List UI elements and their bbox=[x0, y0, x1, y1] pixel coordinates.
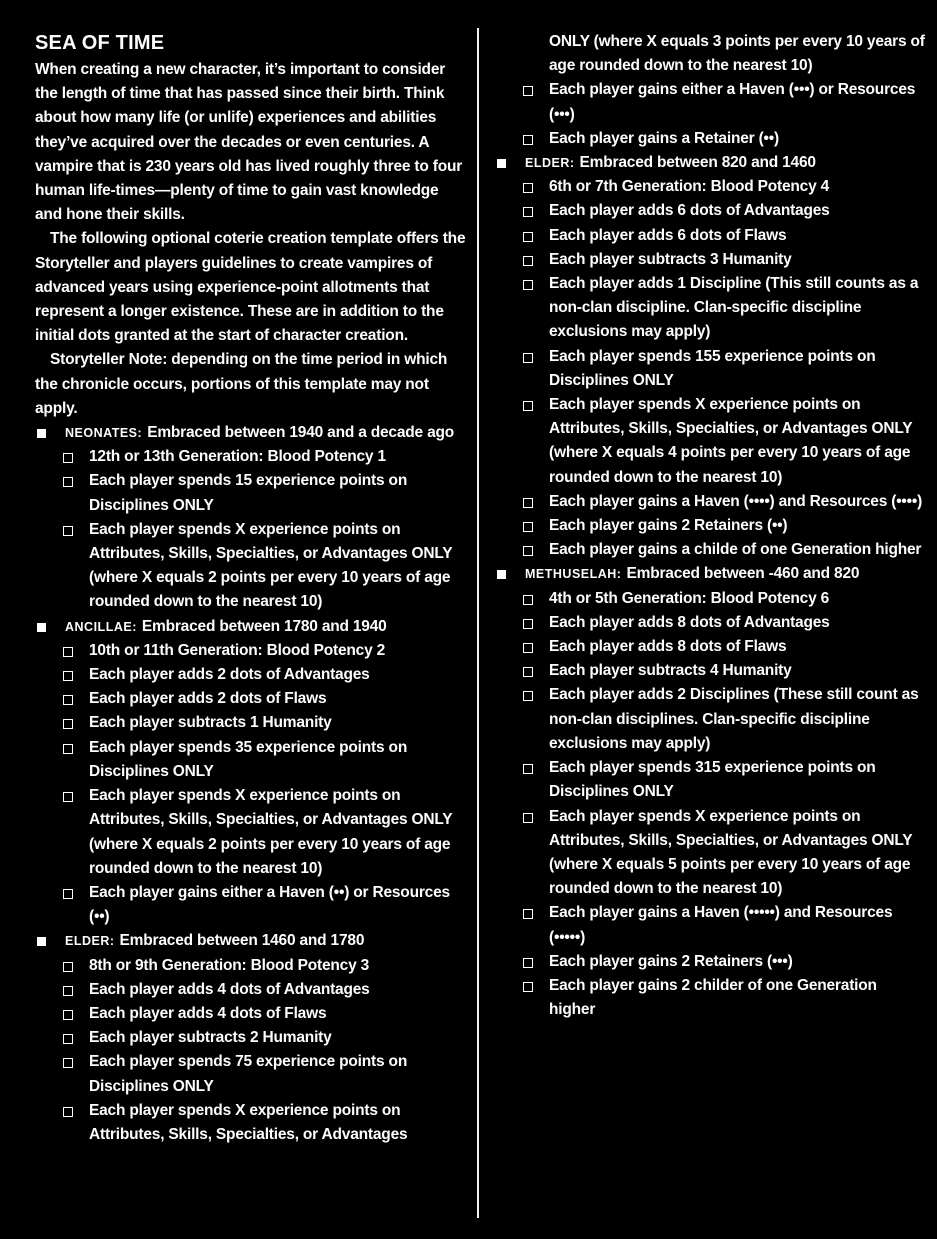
open-square-bullet bbox=[523, 498, 533, 508]
rule-item-text: Each player gains a Haven (•••••) and Resources (•••••) bbox=[549, 904, 893, 946]
open-square-bullet bbox=[523, 207, 533, 217]
rule-item bbox=[35, 1002, 469, 1026]
open-square-bullet bbox=[523, 958, 533, 968]
open-square-bullet bbox=[523, 982, 533, 992]
rule-item-text: Each player adds 4 dots of Advantages bbox=[89, 980, 370, 998]
intro-paragraph: When creating a new character, it’s important to consider the length of time that has passed since their birth. Think about how many life (or unlife) experiences and abilities they’ve acquired over the decades or even centuries. A vampire that is 230 years old has lived roughly three to four human life-times—plenty of time to gain vast knowledge and hone their skills. bbox=[35, 61, 463, 224]
rule-item-text: ONLY (where X equals 3 points per every 10 years of age rounded down to the nearest 10) bbox=[549, 33, 925, 75]
rule-item bbox=[35, 978, 469, 1002]
age-category-label: ELDER: bbox=[525, 156, 575, 171]
rule-item-text: Each player gains a Retainer (••) bbox=[549, 129, 779, 147]
filled-square-bullet bbox=[37, 429, 46, 438]
rule-item-text: Each player gains either a Haven (••) or Resources (••) bbox=[89, 883, 450, 926]
rule-item-text: Each player subtracts 2 Humanity bbox=[89, 1029, 332, 1047]
rule-item-text: Each player subtracts 3 Humanity bbox=[549, 250, 792, 268]
rule-item-text: Each player spends 15 experience points on Disciplines ONLY bbox=[89, 472, 408, 514]
rule-item-text: Each player gains 2 Retainers (••) bbox=[549, 517, 788, 535]
rule-item-text: Each player adds 2 dots of Flaws bbox=[89, 690, 327, 708]
rule-item-text: Each player spends X experience points on Attributes, Skills, Specialties, or Advantages bbox=[89, 1101, 408, 1143]
filled-square-bullet bbox=[497, 159, 506, 168]
rule-item-text: Each player adds 8 dots of Advantages bbox=[549, 613, 830, 631]
age-category-label: METHUSELAH: bbox=[525, 567, 622, 582]
open-square-bullet bbox=[63, 647, 73, 657]
left-column bbox=[35, 30, 469, 1147]
rule-item-text: Each player adds 8 dots of Flaws bbox=[549, 638, 787, 656]
open-square-bullet bbox=[523, 546, 533, 556]
open-square-bullet bbox=[63, 1010, 73, 1020]
rule-item bbox=[495, 248, 927, 272]
open-square-bullet bbox=[523, 667, 533, 677]
rule-item-text: 10th or 11th Generation: Blood Potency 2 bbox=[89, 641, 386, 659]
rule-item-text: Each player spends X experience points on Attributes, Skills, Specialties, or Advantages ONLY (where X equals 4 points per every 10 years of age rounded down to the nearest 10) bbox=[549, 396, 913, 486]
open-square-bullet bbox=[63, 792, 73, 802]
rule-item-text: Each player gains either a Haven (•••) or Resources (•••) bbox=[549, 81, 916, 123]
rule-item bbox=[35, 1050, 469, 1098]
rule-item bbox=[495, 514, 927, 538]
rule-item bbox=[35, 445, 469, 469]
open-square-bullet bbox=[63, 453, 73, 463]
age-category-text: Embraced between 1940 and a decade ago bbox=[147, 424, 455, 442]
age-category-item bbox=[495, 151, 927, 175]
filled-square-bullet bbox=[37, 623, 46, 632]
age-category-text: Embraced between -460 and 820 bbox=[626, 565, 860, 583]
rule-item-text: Each player adds 4 dots of Flaws bbox=[89, 1004, 327, 1022]
rule-item bbox=[495, 683, 927, 756]
rule-item-text: 4th or 5th Generation: Blood Potency 6 bbox=[549, 589, 830, 607]
rule-item-text: Each player spends X experience points on Attributes, Skills, Specialties, or Advantages ONLY (where X equals 2 points per every 10 years of age rounded down to the nearest 10) bbox=[89, 787, 453, 877]
open-square-bullet bbox=[523, 691, 533, 701]
open-square-bullet bbox=[523, 813, 533, 823]
open-square-bullet bbox=[523, 353, 533, 363]
open-square-bullet bbox=[523, 183, 533, 193]
rule-item bbox=[495, 587, 927, 611]
rule-item bbox=[35, 784, 469, 881]
rule-item bbox=[35, 1026, 469, 1050]
rule-item bbox=[495, 538, 927, 562]
open-square-bullet bbox=[523, 595, 533, 605]
open-square-bullet bbox=[523, 522, 533, 532]
rule-item-text: Each player adds 6 dots of Flaws bbox=[549, 226, 787, 244]
rule-item-text: Each player adds 6 dots of Advantages bbox=[549, 202, 830, 220]
intro-paragraph: The following optional coterie creation template offers the Storyteller and players guidelines to create vampires of advanced years using experience-point allotments that represent a longer existence. These are in addition to the initial dots granted at the start of character creation. bbox=[35, 230, 466, 345]
rule-item-text: Each player adds 1 Discipline (This still counts as a non-clan discipline. Clan-specific discipline exclusions may apply) bbox=[549, 275, 919, 341]
age-category-label: ANCILLAE: bbox=[65, 619, 137, 634]
rule-item bbox=[495, 272, 927, 345]
open-square-bullet bbox=[523, 764, 533, 774]
rule-item bbox=[495, 805, 927, 902]
section-title: SEA OF TIME bbox=[35, 32, 165, 54]
open-square-bullet bbox=[63, 1034, 73, 1044]
intro-paragraph: Storyteller Note: depending on the time period in which the chronicle occurs, portions of this template may not apply. bbox=[35, 351, 448, 417]
rule-item-text: Each player subtracts 4 Humanity bbox=[549, 662, 792, 680]
rule-item bbox=[495, 974, 927, 1022]
open-square-bullet bbox=[523, 909, 533, 919]
column-divider bbox=[477, 28, 479, 1218]
open-square-bullet bbox=[63, 671, 73, 681]
rule-item bbox=[35, 881, 469, 929]
rule-item bbox=[35, 518, 469, 615]
open-square-bullet bbox=[523, 280, 533, 290]
rule-item-text: Each player spends 155 experience points on Disciplines ONLY bbox=[549, 347, 876, 389]
rule-item-continuation bbox=[495, 30, 927, 78]
rule-item-text: Each player spends 75 experience points on Disciplines ONLY bbox=[89, 1053, 408, 1095]
open-square-bullet bbox=[523, 135, 533, 145]
rule-item-text: Each player spends 315 experience points on Disciplines ONLY bbox=[549, 759, 876, 801]
rule-item bbox=[495, 490, 927, 514]
rule-item bbox=[35, 1099, 469, 1147]
rule-item bbox=[495, 345, 927, 393]
rule-item bbox=[495, 950, 927, 974]
age-category-text: Embraced between 820 and 1460 bbox=[579, 154, 816, 172]
age-category-label: NEONATES: bbox=[65, 426, 143, 441]
filled-square-bullet bbox=[37, 937, 46, 946]
rule-item bbox=[35, 639, 469, 663]
rule-item bbox=[495, 635, 927, 659]
open-square-bullet bbox=[63, 1058, 73, 1068]
left-list bbox=[35, 421, 469, 1147]
age-category-text: Embraced between 1780 and 1940 bbox=[141, 617, 387, 635]
rule-item bbox=[35, 687, 469, 711]
open-square-bullet bbox=[523, 256, 533, 266]
age-category-label: ELDER: bbox=[65, 934, 115, 949]
rule-item-text: Each player spends X experience points on Attributes, Skills, Specialties, or Advantages ONLY (where X equals 5 points per every 10 years of age rounded down to the nearest 10) bbox=[549, 807, 913, 898]
open-square-bullet bbox=[523, 232, 533, 242]
right-column bbox=[495, 30, 927, 1022]
rule-item bbox=[495, 756, 927, 804]
open-square-bullet bbox=[63, 986, 73, 996]
open-square-bullet bbox=[63, 695, 73, 705]
rule-item-text: Each player adds 2 dots of Advantages bbox=[89, 666, 370, 684]
rule-item-text: 8th or 9th Generation: Blood Potency 3 bbox=[89, 956, 370, 974]
age-category-item bbox=[35, 615, 469, 639]
rule-item bbox=[495, 611, 927, 635]
open-square-bullet bbox=[523, 86, 533, 96]
open-square-bullet bbox=[63, 477, 73, 487]
rule-item bbox=[35, 736, 469, 784]
rule-item bbox=[495, 901, 927, 949]
rule-item-text: Each player adds 2 Disciplines (These still count as non-clan disciplines. Clan-specific discipline exclusions may apply) bbox=[549, 686, 919, 752]
rule-item bbox=[495, 659, 927, 683]
rule-item bbox=[35, 711, 469, 735]
open-square-bullet bbox=[63, 744, 73, 754]
age-category-item bbox=[495, 562, 927, 586]
rule-item bbox=[495, 127, 927, 151]
rule-item bbox=[495, 224, 927, 248]
rule-item bbox=[495, 78, 927, 126]
rule-item-text: Each player spends 35 experience points on Disciplines ONLY bbox=[89, 738, 408, 780]
rule-item bbox=[35, 663, 469, 687]
rule-item bbox=[35, 469, 469, 517]
open-square-bullet bbox=[63, 889, 73, 899]
rule-item bbox=[495, 175, 927, 199]
open-square-bullet bbox=[523, 401, 533, 411]
rule-item-text: Each player gains a Haven (••••) and Resources (••••) bbox=[549, 492, 923, 510]
open-square-bullet bbox=[523, 619, 533, 629]
rule-item-text: Each player gains a childe of one Generation higher bbox=[549, 541, 922, 559]
open-square-bullet bbox=[63, 962, 73, 972]
age-category-item bbox=[35, 929, 469, 953]
open-square-bullet bbox=[523, 643, 533, 653]
rule-item-text: Each player spends X experience points on Attributes, Skills, Specialties, or Advantages ONLY (where X equals 2 points per every 10 years of age rounded down to the nearest 10) bbox=[89, 520, 453, 611]
rule-item-text: Each player gains 2 Retainers (•••) bbox=[549, 952, 793, 970]
rule-item bbox=[35, 954, 469, 978]
right-list bbox=[495, 30, 927, 1022]
rule-item-text: 6th or 7th Generation: Blood Potency 4 bbox=[549, 178, 830, 196]
filled-square-bullet bbox=[497, 570, 506, 579]
rule-item-text: Each player subtracts 1 Humanity bbox=[89, 714, 332, 732]
rule-item-text: 12th or 13th Generation: Blood Potency 1 bbox=[89, 448, 386, 466]
rule-item bbox=[495, 199, 927, 223]
open-square-bullet bbox=[63, 1107, 73, 1117]
rule-item-text: Each player gains 2 childer of one Generation higher bbox=[549, 976, 877, 1019]
open-square-bullet bbox=[63, 719, 73, 729]
age-category-text: Embraced between 1460 and 1780 bbox=[119, 932, 365, 950]
open-square-bullet bbox=[63, 526, 73, 536]
rule-item bbox=[495, 393, 927, 490]
age-category-item bbox=[35, 421, 469, 445]
